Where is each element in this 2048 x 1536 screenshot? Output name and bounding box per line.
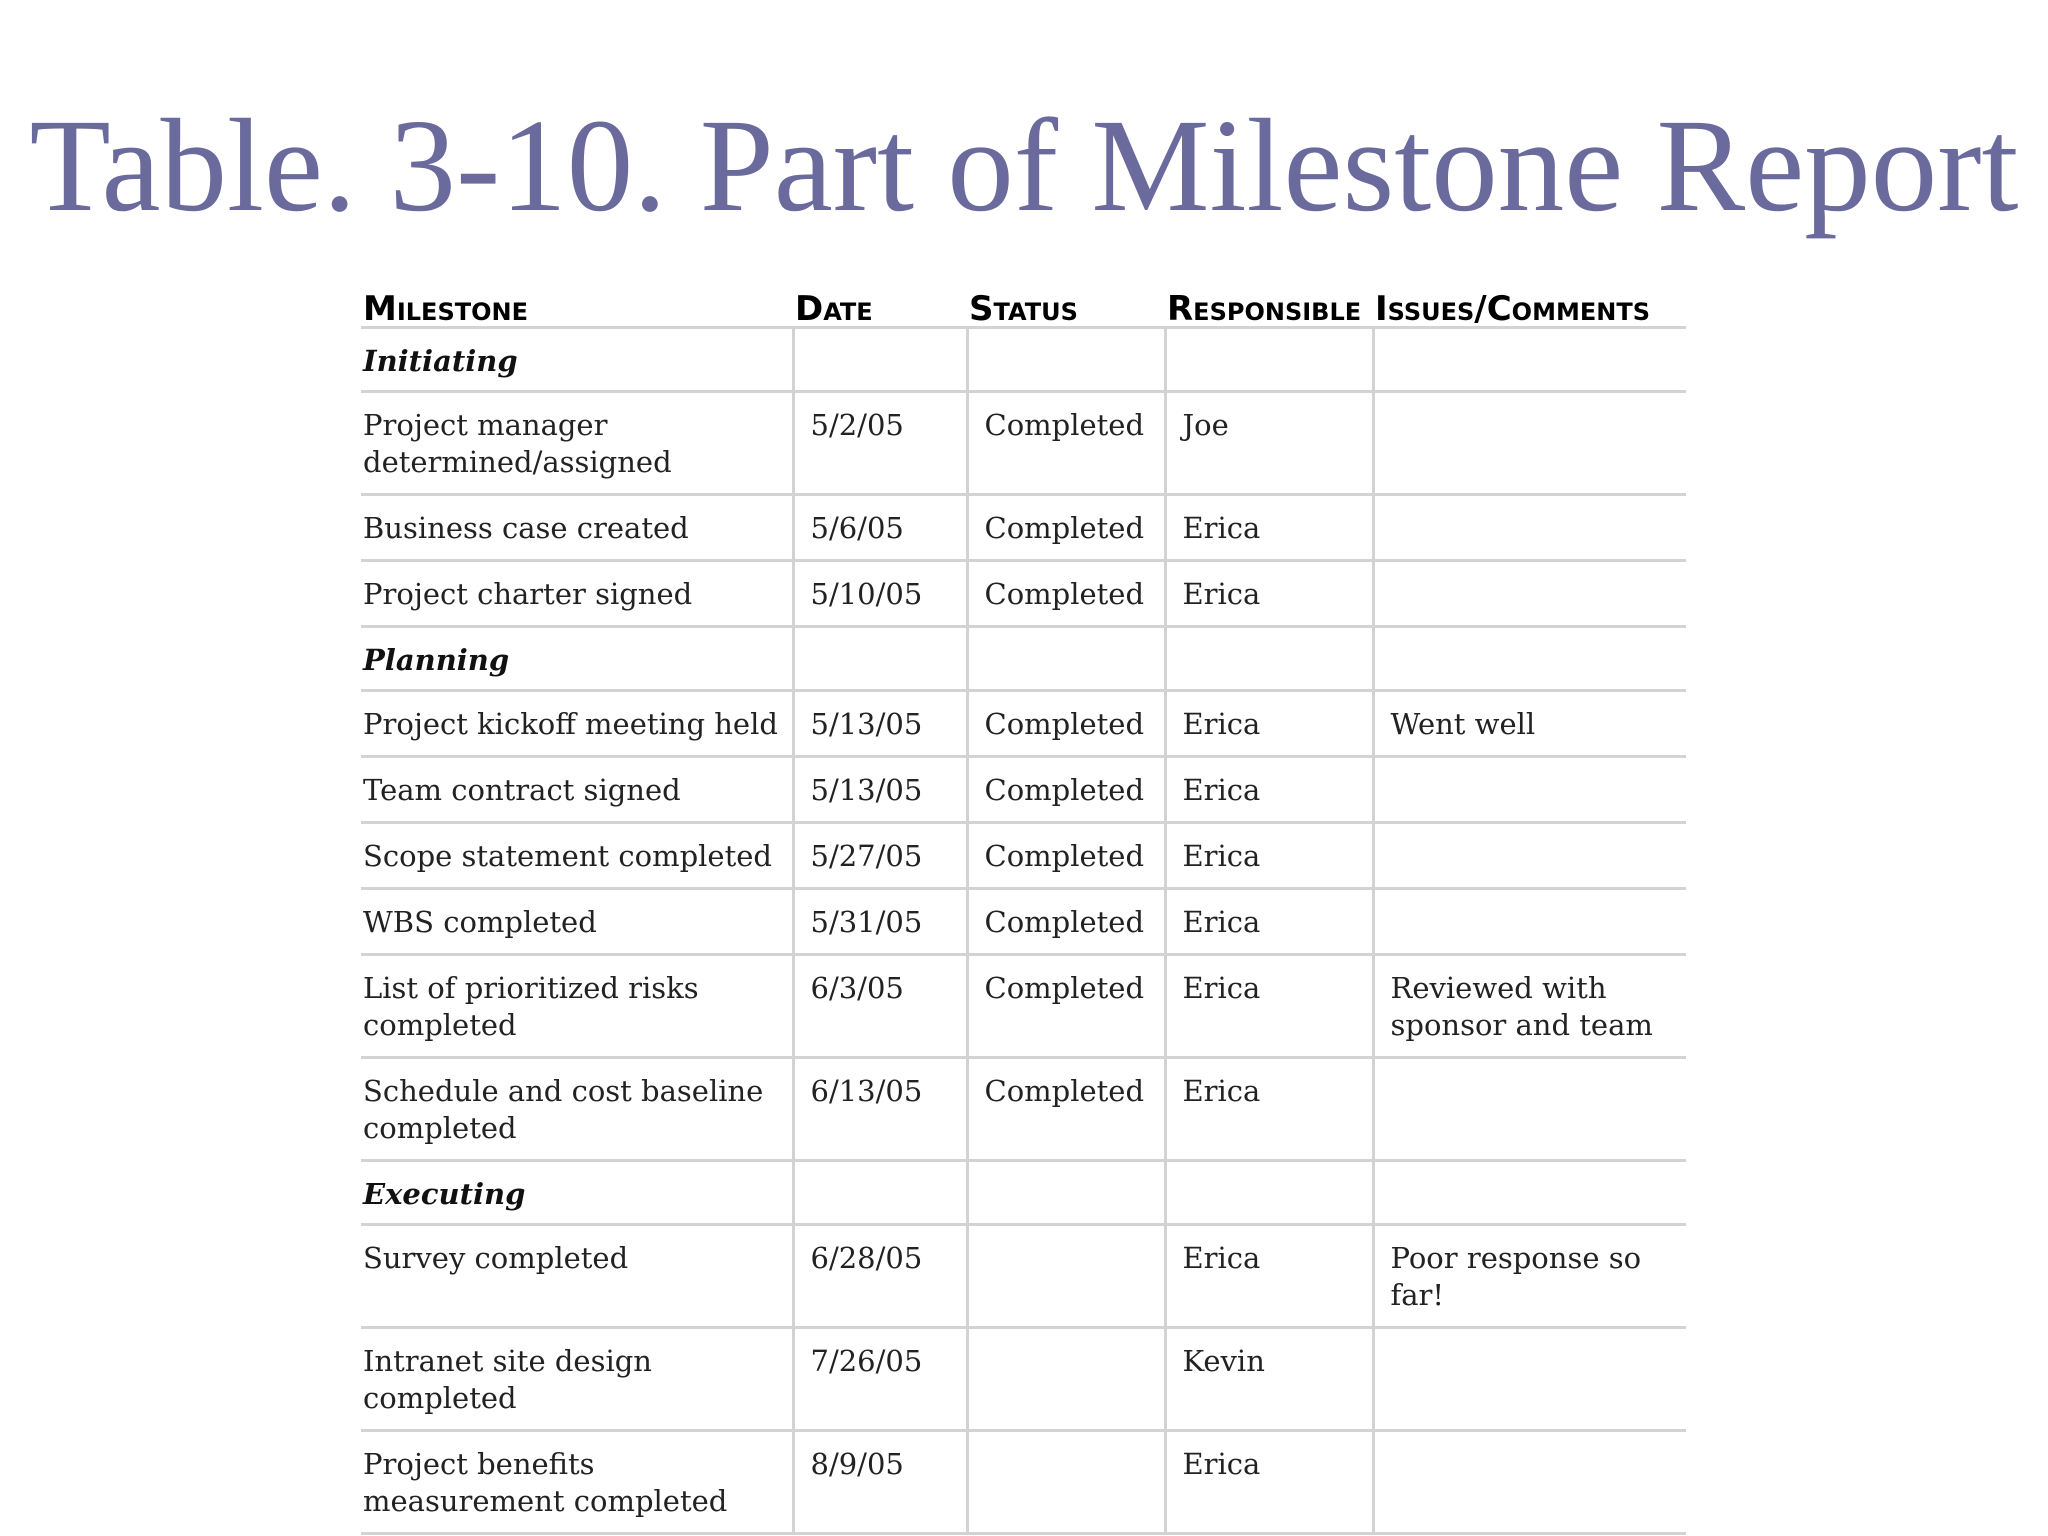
header-milestone: Milestone — [361, 292, 793, 328]
milestone-cell: Team contract signed — [361, 757, 793, 823]
status-cell: Completed — [967, 561, 1165, 627]
responsible-cell: Erica — [1165, 1058, 1373, 1161]
date-cell: 5/6/05 — [793, 495, 967, 561]
milestone-cell: Survey completed — [361, 1225, 793, 1328]
status-cell: Completed — [967, 1058, 1165, 1161]
issues-cell — [1373, 823, 1686, 889]
milestone-cell: Project manager determined/assigned — [361, 392, 793, 495]
date-cell: 5/13/05 — [793, 757, 967, 823]
milestone-cell: Business case created — [361, 495, 793, 561]
header-status: Status — [967, 292, 1165, 328]
status-cell: Completed — [967, 495, 1165, 561]
responsible-cell: Erica — [1165, 561, 1373, 627]
status-cell: Completed — [967, 955, 1165, 1058]
table-header-row — [361, 292, 1686, 328]
slide-title: Table. 3-10. Part of Milestone Report — [29, 91, 2019, 239]
table-row — [361, 495, 1686, 561]
milestone-cell: Scope statement completed — [361, 823, 793, 889]
table-row — [361, 757, 1686, 823]
responsible-cell: Erica — [1165, 889, 1373, 955]
date-cell: 5/13/05 — [793, 691, 967, 757]
milestone-cell: List of prioritized risks completed — [361, 955, 793, 1058]
table-row — [361, 392, 1686, 495]
issues-cell: Reviewed with sponsor and team — [1373, 955, 1686, 1058]
status-cell — [967, 1431, 1165, 1534]
table-row — [361, 1225, 1686, 1328]
issues-cell — [1373, 889, 1686, 955]
responsible-cell: Erica — [1165, 955, 1373, 1058]
status-cell: Completed — [967, 757, 1165, 823]
status-cell: Completed — [967, 889, 1165, 955]
date-cell: 5/2/05 — [793, 392, 967, 495]
table-row — [361, 889, 1686, 955]
status-cell: Completed — [967, 823, 1165, 889]
table-row — [361, 823, 1686, 889]
date-cell: 8/9/05 — [793, 1431, 967, 1534]
issues-cell: Went well — [1373, 691, 1686, 757]
date-cell: 6/28/05 — [793, 1225, 967, 1328]
status-cell: Completed — [967, 392, 1165, 495]
status-cell — [967, 1225, 1165, 1328]
phase-row-executing — [361, 1161, 1686, 1225]
header-responsible: Responsible — [1165, 292, 1373, 328]
responsible-cell: Erica — [1165, 1431, 1373, 1534]
milestone-cell: Schedule and cost baseline completed — [361, 1058, 793, 1161]
status-cell — [967, 1328, 1165, 1431]
issues-cell — [1373, 561, 1686, 627]
milestone-cell: WBS completed — [361, 889, 793, 955]
milestone-report-table — [361, 289, 1686, 1535]
issues-cell — [1373, 1431, 1686, 1534]
phase-row-initiating — [361, 328, 1686, 392]
phase-label: Initiating — [361, 328, 793, 392]
date-cell: 6/13/05 — [793, 1058, 967, 1161]
phase-label: Executing — [361, 1161, 793, 1225]
issues-cell — [1373, 1328, 1686, 1431]
table-row — [361, 1431, 1686, 1534]
issues-cell — [1373, 495, 1686, 561]
phase-label: Planning — [361, 627, 793, 691]
issues-cell — [1373, 757, 1686, 823]
date-cell: 6/3/05 — [793, 955, 967, 1058]
header-date: Date — [793, 292, 967, 328]
issues-cell — [1373, 392, 1686, 495]
milestone-cell: Project benefits measurement completed — [361, 1431, 793, 1534]
issues-cell: Poor response so far! — [1373, 1225, 1686, 1328]
table-row — [361, 955, 1686, 1058]
table-row — [361, 1328, 1686, 1431]
milestone-cell: Project charter signed — [361, 561, 793, 627]
table-row — [361, 561, 1686, 627]
milestone-cell: Project kickoff meeting held — [361, 691, 793, 757]
responsible-cell: Erica — [1165, 757, 1373, 823]
header-issues: Issues/Comments — [1373, 292, 1686, 328]
issues-cell — [1373, 1058, 1686, 1161]
date-cell: 5/31/05 — [793, 889, 967, 955]
table-row — [361, 1058, 1686, 1161]
milestone-cell: Intranet site design completed — [361, 1328, 793, 1431]
date-cell: 5/10/05 — [793, 561, 967, 627]
responsible-cell: Erica — [1165, 495, 1373, 561]
responsible-cell: Erica — [1165, 691, 1373, 757]
date-cell: 5/27/05 — [793, 823, 967, 889]
date-cell: 7/26/05 — [793, 1328, 967, 1431]
phase-row-planning — [361, 627, 1686, 691]
responsible-cell: Erica — [1165, 823, 1373, 889]
status-cell: Completed — [967, 691, 1165, 757]
responsible-cell: Erica — [1165, 1225, 1373, 1328]
responsible-cell: Kevin — [1165, 1328, 1373, 1431]
responsible-cell: Joe — [1165, 392, 1373, 495]
table-row — [361, 691, 1686, 757]
